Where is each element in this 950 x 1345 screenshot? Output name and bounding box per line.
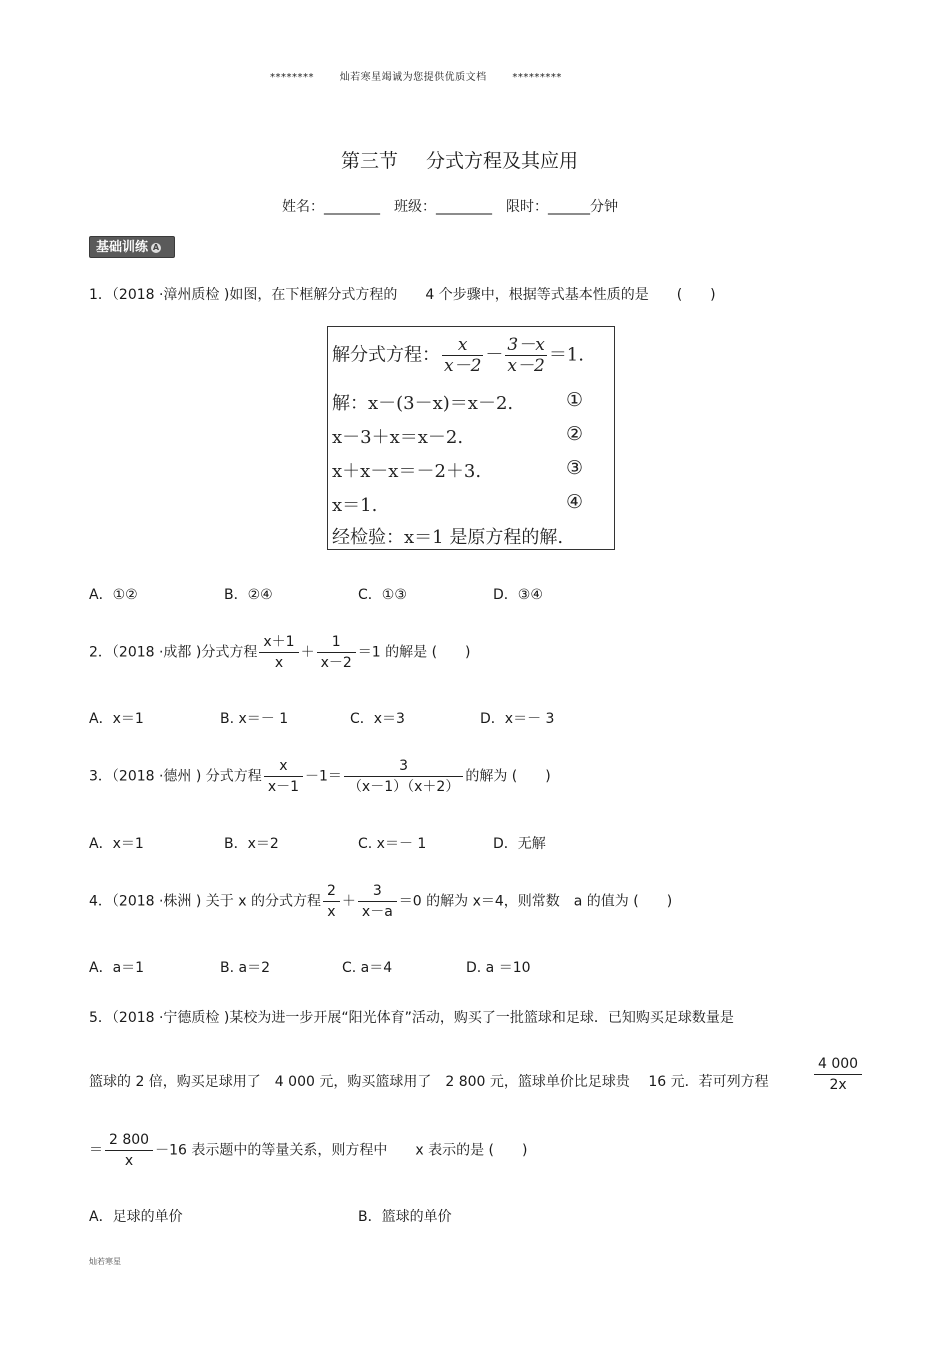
- q4-option-d: D. a ＝10: [466, 960, 531, 976]
- q5-f2-num: 2 800: [105, 1130, 153, 1151]
- q3-option-a: A．x＝1: [89, 836, 144, 852]
- box-fraction-1: [442, 335, 483, 376]
- badge-label: 基础训练: [96, 240, 149, 255]
- q2-fraction-1: [259, 632, 298, 673]
- q3-option-c: C. x＝－ 1: [358, 836, 427, 852]
- q5-fraction-2: [105, 1130, 153, 1171]
- box-frac2-den: x－2: [507, 356, 545, 376]
- question-4: [89, 881, 672, 922]
- box-step-3: x＋x－x＝－2＋3.: [332, 461, 482, 482]
- header-stars-right: *********: [512, 72, 562, 83]
- q5-f1-num: 4 000: [814, 1054, 862, 1075]
- q5-f2-den: x: [124, 1153, 134, 1169]
- question-2: [89, 632, 471, 673]
- question-3: [89, 756, 551, 797]
- q1-option-b: B．②④: [224, 587, 273, 603]
- box-step-2-number: ②: [566, 423, 584, 445]
- q4-fraction-1: [323, 881, 340, 922]
- q2-fraction-2: [317, 632, 356, 673]
- q2-option-c: C．x＝3: [350, 711, 405, 727]
- q3-f1-den: x－1: [267, 779, 300, 795]
- box-step-1: 解：x－(3－x)＝x－2.: [332, 393, 514, 414]
- section-number: 第三节: [341, 150, 399, 172]
- box-fraction-2: [505, 335, 546, 376]
- section-badge: [89, 236, 175, 258]
- box-eq-tail: ＝1.: [548, 344, 584, 366]
- q1-option-c: C．①③: [358, 587, 407, 603]
- q3-f2-den: （x－1）（x＋2）: [347, 779, 460, 795]
- box-step-1-number: ①: [566, 389, 584, 411]
- header-text: 灿若寒星竭诚为您提供优质文档: [339, 72, 487, 83]
- q2-option-b: B. x＝－ 1: [220, 711, 289, 727]
- q2-f1-den: x: [274, 655, 284, 671]
- q3-mid: －1＝: [305, 768, 342, 785]
- header-stars-left: ********: [270, 72, 314, 83]
- box-equation: [332, 335, 584, 376]
- q4-f2-num: 3: [358, 881, 397, 902]
- q2-suffix: ＝1 的解是 ( ): [357, 644, 471, 661]
- q5-line3-suffix: －16 表示题中的等量关系，则方程中 x 表示的是 ( ): [155, 1142, 528, 1159]
- q4-fraction-2: [358, 881, 397, 922]
- q4-prefix: 4．（2018 ·株洲 ) 关于 x 的分式方程: [89, 893, 321, 910]
- question-1: 1．（2018 ·漳州质检 )如图，在下框解分式方程的 4 个步骤中，根据等式基本性质的是 ( ): [89, 287, 716, 303]
- box-check: 经检验：x＝1 是原方程的解.: [332, 527, 564, 548]
- q4-f1-den: x: [327, 904, 336, 920]
- badge-marker-icon: A: [152, 243, 160, 252]
- q4-f2-den: x－a: [361, 904, 393, 920]
- q2-f2-num: 1: [317, 632, 356, 653]
- q5-eq: ＝: [89, 1142, 103, 1159]
- q2-plus: ＋: [300, 644, 315, 661]
- q4-f1-num: 2: [323, 881, 340, 902]
- question-5-line-1: 5．（2018 ·宁德质检 )某校为进一步开展“阳光体育”活动，购买了一批篮球和足球．已知购买足球数量是: [89, 1010, 734, 1026]
- q3-fraction-1: [264, 756, 303, 797]
- q2-f2-den: x－2: [320, 655, 352, 671]
- q2-option-a: A．x＝1: [89, 711, 144, 727]
- q5-option-a: A．足球的单价: [89, 1209, 183, 1225]
- q1-option-a: A．①②: [89, 587, 138, 603]
- q3-suffix: 的解为 ( ): [465, 768, 551, 785]
- q4-option-a: A．a＝1: [89, 960, 145, 976]
- document-header: [270, 68, 584, 83]
- box-title-prefix: 解分式方程：: [332, 344, 440, 366]
- box-step-4: x＝1.: [332, 495, 378, 516]
- q3-option-b: B．x＝2: [224, 836, 279, 852]
- q5-f1-den: 2x: [829, 1077, 847, 1093]
- box-frac2-num: 3－x: [507, 335, 545, 355]
- box-frac1-num: x: [442, 335, 483, 356]
- box-minus: －: [485, 344, 504, 366]
- q4-plus: ＋: [341, 893, 356, 910]
- q3-prefix: 3．（2018 ·德州 ) 分式方程: [89, 768, 262, 785]
- q5-option-b: B．篮球的单价: [358, 1209, 452, 1225]
- section-topic: 分式方程及其应用: [426, 150, 579, 172]
- solution-box: [327, 326, 615, 550]
- q1-option-d: D．③④: [493, 587, 543, 603]
- page-title: [341, 146, 578, 173]
- q2-f1-num: x＋1: [259, 632, 298, 653]
- box-step-2: x－3＋x＝x－2.: [332, 427, 464, 448]
- q2-option-d: D．x＝－ 3: [480, 711, 555, 727]
- q3-f2-num: 3: [344, 756, 463, 777]
- q4-suffix: ＝0 的解为 x＝4，则常数 a 的值为 ( ): [398, 893, 673, 910]
- q5-fraction-1: [812, 1054, 864, 1095]
- box-step-4-number: ④: [566, 491, 584, 513]
- page-footer: 灿若寒星: [89, 1257, 121, 1266]
- box-step-3-number: ③: [566, 457, 584, 479]
- question-5-line-2: 篮球的 2 倍，购买足球用了 4 000 元，购买篮球用了 2 800 元，篮球单价比足球贵 16 元．若可列方程: [89, 1074, 769, 1090]
- q4-option-c: C. a＝4: [342, 960, 393, 976]
- q2-prefix: 2．（2018 ·成都 )分式方程: [89, 644, 258, 661]
- q3-fraction-2: [344, 756, 463, 797]
- q3-f1-num: x: [264, 756, 303, 777]
- q4-option-b: B. a＝2: [220, 960, 270, 976]
- box-frac1-den: x－2: [444, 356, 482, 376]
- q3-option-d: D．无解: [493, 836, 546, 852]
- info-line: 姓名：________ 班级：________ 限时：______分钟: [282, 199, 618, 215]
- question-5-line-3: [89, 1130, 527, 1171]
